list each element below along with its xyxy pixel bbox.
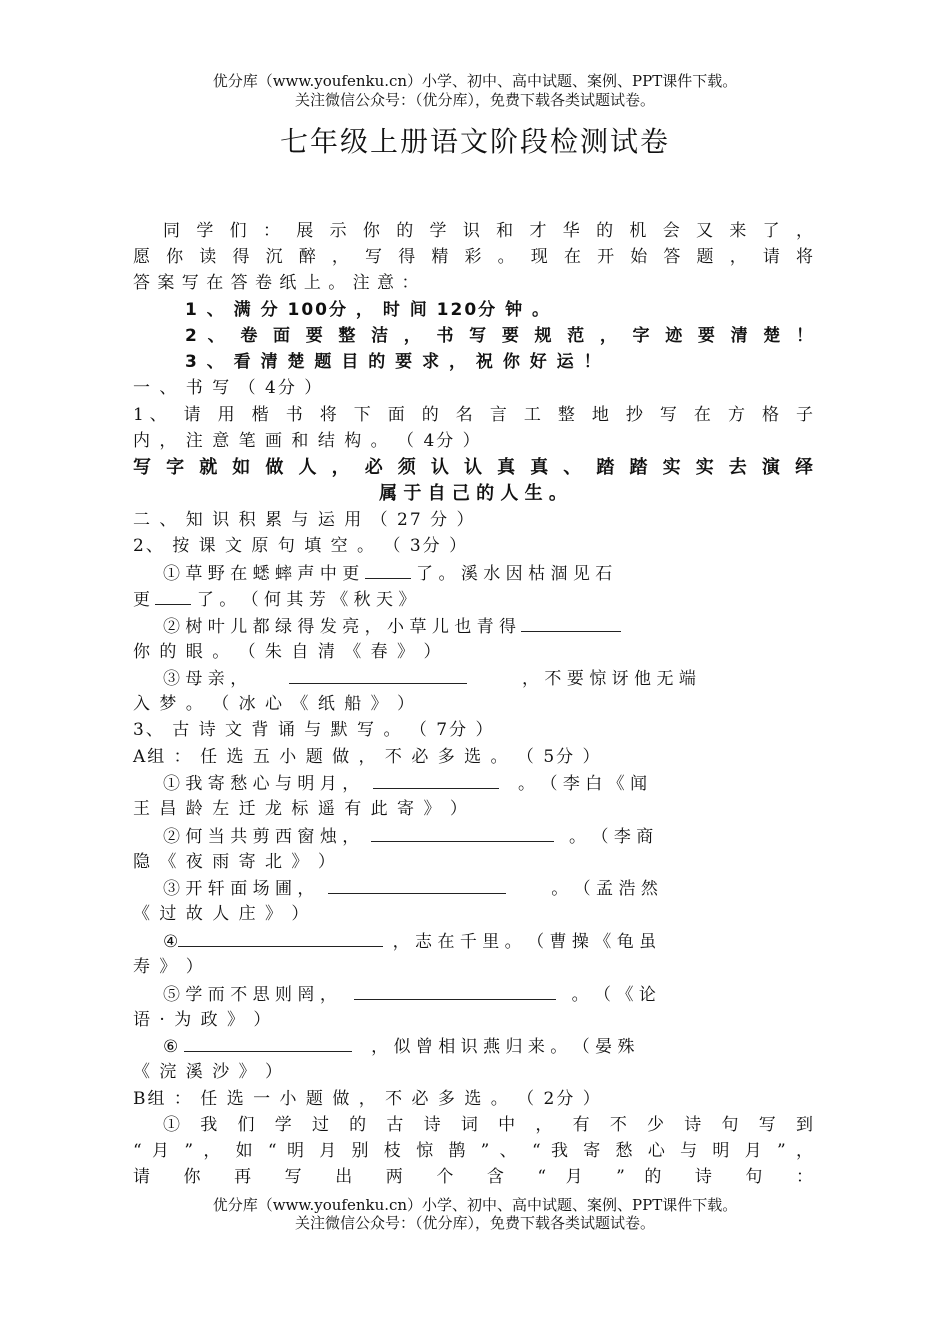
intro-line-1: 同 学 们 ： 展 示 你 的 学 识 和 才 华 的 机 会 又 来 了 ， (163, 221, 813, 241)
q3-heading: 3、 古 诗 文 背 诵 与 默 写 。 （ 7分 ） (133, 720, 495, 740)
a6-line-2: 《 浣 溪 沙 》 ） (133, 1062, 285, 1082)
b1-line-3: 请 你 再 写 出 两 个 含 “ 月 ” 的 诗 句 ： (133, 1167, 813, 1187)
footer-line-2: 关注微信公众号：（优分库），免费下载各类试题试卷。 (294, 1214, 655, 1232)
a6-line-1 (163, 1034, 813, 1059)
answer-blank[interactable] (328, 876, 506, 894)
a4-part-1: ④ (163, 932, 179, 952)
section-1-heading: 一 、 书 写 （ 4分 ） (133, 378, 324, 398)
a1-part-2: 。 （ 李 白 《 闻 (518, 774, 648, 794)
q2-1-part-2: 了 。 溪 水 因 枯 涸 见 石 (416, 564, 613, 584)
a3-line-2: 《 过 故 人 庄 》 ） (133, 904, 311, 924)
q2-3-line-1 (163, 666, 813, 691)
footer-line-1: 优分库（www.youfenku.cn）小学、初中、高中试题、案例、PPT课件下载。 (212, 1196, 738, 1214)
q2-2-part-1: ② 树 叶 儿 都 绿 得 发 亮 ， 小 草 儿 也 青 得 (163, 617, 517, 637)
a6-part-1: ⑥ (163, 1037, 179, 1057)
a4-line-2: 寿 》 ） (133, 957, 205, 977)
a5-part-1: ⑤ 学 而 不 思 则 罔 ， (163, 985, 337, 1005)
a4-part-2: ， 志 在 千 里 。 （ 曹 操 《 龟 虽 (392, 932, 657, 952)
a1-part-1: ① 我 寄 愁 心 与 明 月 ， (163, 774, 360, 794)
answer-blank[interactable] (521, 614, 621, 632)
answer-blank[interactable] (373, 771, 499, 789)
note-1: 1 、 满 分 100分 ， 时 间 120分 钟 。 (185, 300, 551, 320)
a1-line-2: 王 昌 龄 左 迁 龙 标 遥 有 此 寄 》 ） (133, 799, 469, 819)
group-b-heading: B组 ： 任 选 一 小 题 做 ， 不 必 多 选 。 （ 2分 ） (133, 1089, 602, 1109)
b1-line-2: “ 月 ” ， 如 “ 明 月 别 枝 惊 鹊 ” 、 “ 我 寄 愁 心 与 明 月 ” ， (133, 1141, 813, 1161)
quote-line-1: 写 字 就 如 做 人 ， 必 须 认 认 真 真 、 踏 踏 实 实 去 演 绎 (133, 457, 813, 478)
note-2: 2 、 卷 面 要 整 洁 ， 书 写 要 规 范 ， 字 迹 要 清 楚 ！ (185, 326, 813, 346)
q2-1-line-2 (133, 587, 813, 612)
note-3: 3 、 看 清 楚 题 目 的 要 求 ， 祝 你 好 运 ！ (185, 352, 603, 372)
page-title: 七年级上册语文阶段检测试卷 (279, 125, 670, 158)
a5-line-2: 语 · 为 政 》 ） (133, 1010, 273, 1030)
answer-blank[interactable] (354, 982, 556, 1000)
a2-part-2: 。 （ 李 商 (569, 827, 654, 847)
answer-blank[interactable] (289, 666, 467, 684)
a5-part-2: 。 （ 《 论 (571, 985, 656, 1005)
quote-line-2: 属 于 自 己 的 人 生 。 (379, 483, 567, 504)
a4-line-1 (163, 929, 813, 954)
q2-heading: 2、 按 课 文 原 句 填 空 。 （ 3分 ） (133, 536, 469, 556)
a1-line-1 (163, 771, 813, 796)
q2-1-part-1: ① 草 野 在 蟋 蟀 声 中 更 (163, 564, 360, 584)
a5-line-1 (163, 982, 813, 1007)
q2-3-part-1: ③ 母 亲 ， (163, 669, 248, 689)
q2-2-line-1 (163, 614, 813, 639)
q1-line-2: 内 ， 注 意 笔 画 和 结 构 。 （ 4分 ） (133, 431, 482, 451)
a3-line-1 (163, 876, 813, 901)
q2-3-line-2: 入 梦 。 （ 冰 心 《 纸 船 》 ） (133, 694, 417, 714)
a2-line-1 (163, 824, 813, 849)
header-line-2: 关注微信公众号：（优分库），免费下载各类试题试卷。 (294, 91, 655, 109)
group-a-heading: A组 ： 任 选 五 小 题 做 ， 不 必 多 选 。 （ 5分 ） (133, 747, 602, 767)
q2-1-part-4: 了 。 （ 何 其 芳 《 秋 天 》 (196, 590, 416, 610)
a3-part-1: ③ 开 轩 面 场 圃 ， (163, 879, 315, 899)
header-line-1: 优分库（www.youfenku.cn）小学、初中、高中试题、案例、PPT课件下载。 (212, 72, 738, 90)
answer-blank[interactable] (155, 587, 191, 605)
b1-line-1: ① 我 们 学 过 的 古 诗 词 中 ， 有 不 少 诗 句 写 到 (163, 1115, 813, 1135)
q2-2-line-2: 你 的 眼 。 （ 朱 自 清 《 春 》 ） (133, 642, 443, 662)
section-2-heading: 二 、 知 识 积 累 与 运 用 （ 27 分 ） (133, 510, 476, 530)
q1-line-1: 1、 请 用 楷 书 将 下 面 的 名 言 工 整 地 抄 写 在 方 格 子 (133, 405, 813, 425)
a6-part-2: ， 似 曾 相 识 燕 归 来 。 （ 晏 殊 (371, 1037, 635, 1057)
a2-part-1: ② 何 当 共 剪 西 窗 烛 ， (163, 827, 360, 847)
answer-blank[interactable] (178, 929, 383, 947)
answer-blank[interactable] (371, 824, 554, 842)
a3-part-2: 。 （ 孟 浩 然 (551, 879, 658, 899)
answer-blank[interactable] (184, 1034, 352, 1052)
intro-line-3: 答 案 写 在 答 卷 纸 上 。 注 意 ： (133, 273, 420, 293)
intro-line-2: 愿 你 读 得 沉 醉 ， 写 得 精 彩 。 现 在 开 始 答 题 ， 请 将 (133, 247, 813, 267)
answer-blank[interactable] (365, 561, 411, 579)
a2-line-2: 隐 《 夜 雨 寄 北 》 ） (133, 852, 337, 872)
q2-3-part-2: ， 不 要 惊 讶 他 无 端 (522, 669, 696, 689)
q2-1-line-1 (163, 561, 813, 586)
q2-1-part-3: 更 (133, 590, 150, 610)
